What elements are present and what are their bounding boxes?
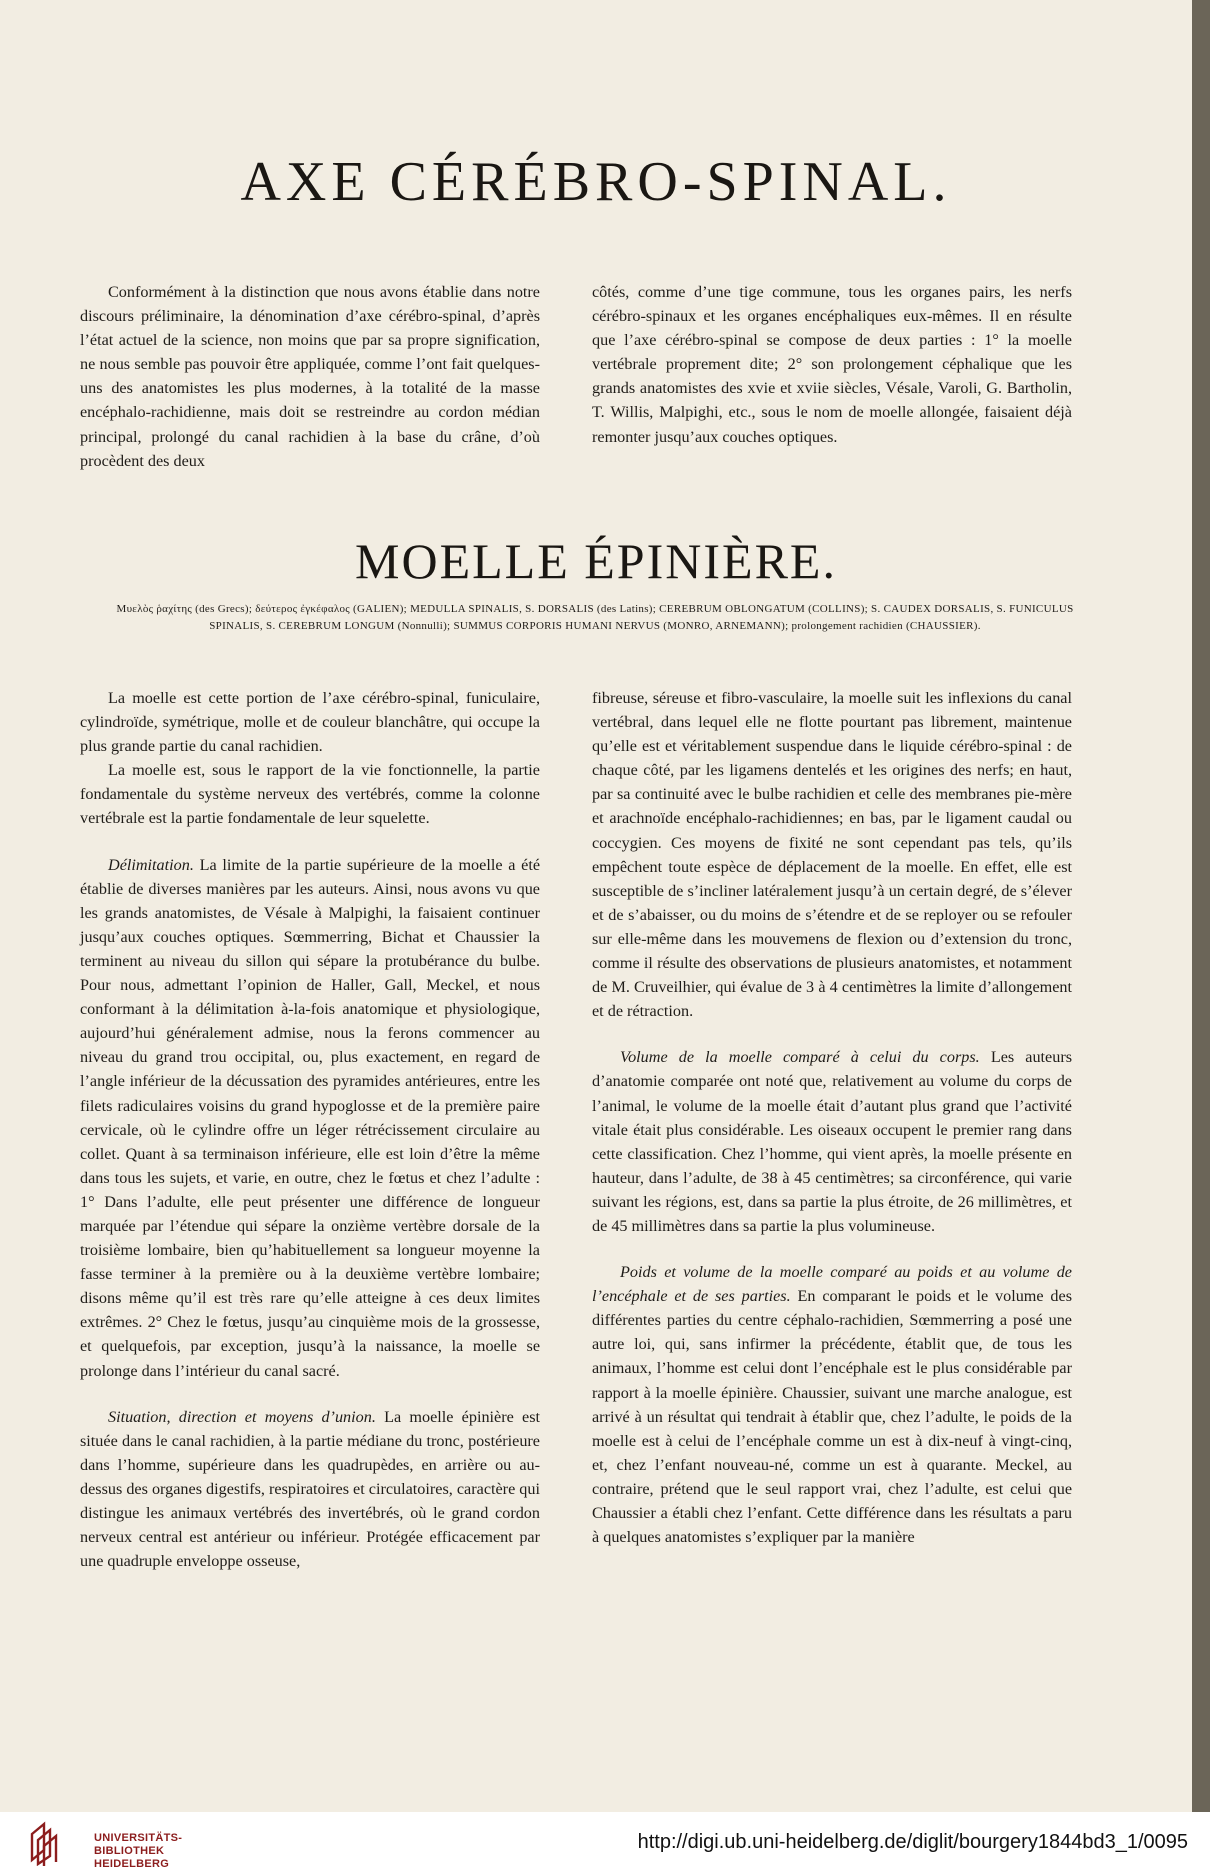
library-name: [94, 1832, 182, 1871]
paragraph-situation: [80, 1405, 540, 1574]
volume-text: Les auteurs d’anatomie comparée ont noté que, relativement au volume du corps de l’animal, le volume de la moelle était d’autant plus grand que l’activité vitale était plus considérable. Les oiseaux occupent le premier rang dans cette classification. Chez l’homme, qui vient après, la moelle présente en hauteur, dans l’adulte, de 38 à 45 centimètres; sa circonférence, qui varie suivant les régions, est, dans sa partie la plus étroite, de 26 millimètres, et de 45 millimètres dans sa partie la plus volumineuse.: [592, 1048, 1073, 1235]
intro-left-column: [80, 280, 540, 473]
page-edge-shadow: [1192, 0, 1210, 1812]
library-logo[interactable]: [26, 1820, 183, 1870]
library-name-line: HEIDELBERG: [94, 1858, 170, 1870]
weight-text: En comparant le poids et le volume des différentes parties du centre céphalo-rachidien, Sœmmerring a posé une autre loi, qui, sans infirmer la précédente, établit que, de tous les animaux, l’homme est celui dont l’encéphale est le plus considérable par rapport à la moelle épinière. Chaussier, suivant une marche analogue, est arrivé à un résultat qui tendrait à établir que, chez l’adulte, le poids de la moelle est à celui de l’encéphale comme un est à dix-neuf à vingt-cinq, et, chez l’enfant nouveau-né, comme un est à quarante. Meckel, au contraire, prétend que le seul rapport vrai, chez l’adulte, est celui que Chaussier a établi chez l’enfant. Cette différence dans les résultats a paru à quelques anatomistes s’expliquer par la manière: [592, 1287, 1073, 1547]
paragraph-definition: La moelle est cette portion de l’axe cérébro-spinal, funiculaire, cylindroïde, symétrique, molle et de couleur blanchâtre, qui occupe la plus grande partie du canal rachidien.: [80, 689, 540, 756]
situation-text: La moelle épinière est située dans le canal rachidien, à la partie médiane du tronc, postérieure dans l’homme, supérieure dans les quadrupèdes, en arrière ou au-dessus des organes digestifs, respiratoires et circulatoires, caractère qui distingue les animaux vertébrés des invertébrés, où le grand cordon nerveux central est antérieur ou inférieur. Protégée efficacement par une quadruple enveloppe osseuse,: [80, 1407, 541, 1571]
library-logo-icon: [26, 1820, 66, 1866]
paragraph-weight: [592, 1260, 1072, 1549]
situation-heading: Situation, direction et moyens d’union.: [108, 1407, 376, 1426]
synonyms-line: Μυελὸς ῥαχίτης (des Grecs); δεύτερος ἐγκέφαλος (GALIEN); MEDULLA SPINALIS, S. DORSALIS (des Latins); CEREBRUM OBLONGATUM (COLLINS); S. CAUDEX DORSALIS, S. FUNICULUS SPINALIS, S. CEREBRUM LONGUM (Nonnulli); SUMMUS CORPORIS HUMANI NERVUS (MONRO, ARNEMANN); prolongement rachidien (CHAUSSIER).: [116, 603, 1074, 632]
main-left-column: [80, 686, 540, 1573]
intro-right-paragraph: côtés, comme d’une tige commune, tous les organes pairs, les nerfs cérébro-spinaux et les organes encéphaliques eux-mêmes. Il en résulte que l’axe cérébro-spinal se compose de deux parties : 1° la moelle vertébrale proprement dite; 2° son prolongement céphalique que les grands anatomistes des xvie et xviie siècles, Vésale, Varoli, G. Bartholin, T. Willis, Malpighi, etc., sous le nom de moelle allongée, faisaient déjà remonter jusqu’aux couches optiques.: [592, 283, 1072, 446]
paragraph-delimitation: [80, 853, 540, 1383]
intro-right-column: [592, 280, 1072, 449]
weight-heading: Poids et volume de la moelle comparé au poids et au volume de l’encéphale et de ses parties.: [592, 1263, 1072, 1306]
paragraph-importance: La moelle est, sous le rapport de la vie fonctionnelle, la partie fondamentale du système nerveux des vertébrés, comme la colonne vertébrale est la partie fondamentale de leur squelette.: [80, 761, 540, 828]
library-name-line: UNIVERSITÄTS-: [94, 1832, 183, 1844]
viewer-footer: [0, 1812, 1210, 1875]
intro-left-paragraph: Conformément à la distinction que nous avons établie dans notre discours préliminaire, la dénomination d’axe cérébro-spinal, d’après l’état actuel de la science, non moins que par sa propre signification, ne nous semble pas pouvoir être appliquée, comme l’ont fait quelques-uns des anatomistes les plus modernes, à la totalité de la masse encéphalo-rachidienne, mais doit se restreindre au cordon médian principal, prolongé du canal rachidien à la base du crâne, d’où procèdent des deux: [80, 283, 540, 470]
section-title: MOELLE ÉPINIÈRE.: [355, 533, 837, 589]
volume-heading: Volume de la moelle comparé à celui du corps.: [620, 1048, 980, 1067]
paragraph-fixation: fibreuse, séreuse et fibro-vasculaire, la moelle suit les inflexions du canal vertébral, dans lequel elle ne flotte pourtant pas librement, maintenue qu’elle est et véritablement suspendue dans le liquide cérébro-spinal : de chaque côté, par les ligamens dentelés et les origines des nerfs; en haut, par sa continuité avec le bulbe rachidien et celle des membranes pie-mère et arachnoïde encéphalo-rachidiennes; en bas, par le ligament caudal ou coccygien. Ces moyens de fixité ne sont cependant pas tels, qu’ils empêchent toute espèce de déplacement de la moelle. En effet, elle est susceptible de s’incliner latéralement jusqu’à un certain degré, de s’élever et de s’abaisser, ou du moins de s’étendre et de se reployer ou se refouler sur elle-même dans les mouvemens de flexion ou d’extension du tronc, comme il résulte des observations de plusieurs anatomistes, et notamment de M. Cruveilhier, qui évalue de 3 à 4 centimètres la limite d’allongement et de rétraction.: [592, 689, 1072, 1021]
main-right-column: [592, 686, 1072, 1549]
paragraph-volume: [592, 1045, 1072, 1238]
permalink-url[interactable]: http://digi.ub.uni-heidelberg.de/diglit/bourgery1844bd3_1/0095: [637, 1831, 1188, 1853]
library-name-line: BIBLIOTHEK: [94, 1845, 165, 1857]
delimitation-text: La limite de la partie supérieure de la moelle a été établie de diverses manières par les auteurs. Ainsi, nous avons vu que les grands anatomistes, de Vésale à Malpighi, la faisaient continuer jusqu’aux couches optiques. Sœmmerring, Bichat et Chaussier la terminent au niveau du sillon qui sépare la protubérance du bulbe. Pour nous, admettant l’opinion de Haller, Gall, Meckel, et nous conformant à la délimitation à-la-fois anatomique et physiologique, aujourd’hui généralement admise, nous la ferons commencer au niveau du grand trou occipital, ou, plus exactement, en regard de l’angle inférieur de la décussation des pyramides antérieures, entre les filets radiculaires voisins du grand hypoglosse et de la première paire cervicale, où le cylindre offre un léger rétrécissement circulaire au collet. Quant à sa terminaison inférieure, elle est loin d’être la même dans tous les sujets, et varie, en outre, chez le fœtus et chez l’adulte : 1° Dans l’adulte, elle peut présenter une différence de longueur marquée par l’étendue qui sépare la onzième vertèbre dorsale de la troisième lombaire, bien qu’habituellement sa longueur moyenne la fasse terminer à la première ou à la deuxième vertèbre lombaire; disons même qu’il est très rare qu’elle atteigne à ces deux limites extrêmes. 2° Chez le fœtus, jusqu’au cinquième mois de la grossesse, et quelquefois, par exception, jusqu’à la naissance, la moelle se prolonge dans l’intérieur du canal sacré.: [80, 855, 541, 1380]
page-title: AXE CÉRÉBRO-SPINAL.: [240, 151, 952, 213]
delimitation-heading: Délimitation.: [108, 855, 194, 874]
